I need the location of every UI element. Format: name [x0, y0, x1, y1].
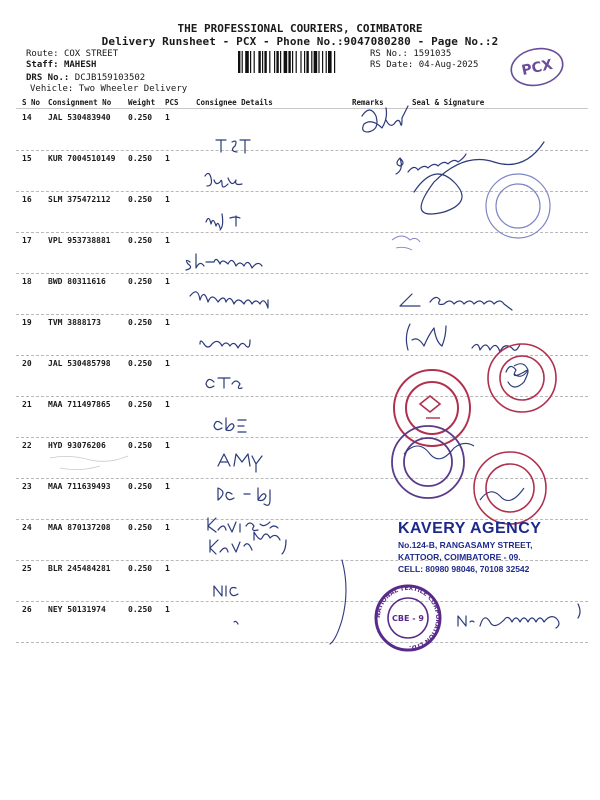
row-consignment: BLR 245484281 [48, 564, 111, 573]
col-pcs: PCS [165, 98, 179, 107]
handwriting-consignee-24a [208, 518, 278, 532]
row-pcs: 1 [165, 441, 170, 450]
row-weight: 0.250 [128, 154, 153, 163]
row-pcs: 1 [165, 154, 170, 163]
rs-no-value: 1591035 [413, 49, 452, 59]
row-consignment: TVM 3888173 [48, 318, 101, 327]
row-pcs: 1 [165, 523, 170, 532]
staff-label: Staff: [26, 60, 59, 70]
row-weight: 0.250 [128, 113, 153, 122]
row-weight: 0.250 [128, 195, 153, 204]
row-pcs: 1 [165, 605, 170, 614]
red-round-stamp-syndicate [474, 452, 546, 524]
handwriting-consignee-14 [216, 140, 250, 153]
signature-15 [396, 154, 466, 174]
row-weight: 0.250 [128, 523, 153, 532]
handwriting-consignee-20 [206, 378, 242, 389]
row-weight: 0.250 [128, 359, 153, 368]
row-weight: 0.250 [128, 482, 153, 491]
col-sno: S No [22, 98, 41, 107]
signature-14 [362, 106, 408, 132]
row-consignment: MAA 711639493 [48, 482, 111, 491]
faded-stamp-scribble [392, 236, 420, 250]
handwriting-consignee-17 [186, 254, 262, 270]
handwriting-consignee-18 [190, 292, 268, 308]
row-consignment: SLM 375472112 [48, 195, 111, 204]
row-pcs: 1 [165, 195, 170, 204]
row-weight: 0.250 [128, 564, 153, 573]
row-sno: 21 [22, 400, 32, 409]
row-pcs: 1 [165, 113, 170, 122]
row-pcs: 1 [165, 277, 170, 286]
row-sno: 15 [22, 154, 32, 163]
route-label: Route: [26, 49, 59, 59]
signature-19 [406, 324, 446, 350]
ntc-stamp-ring-text: NATIONAL TEXTILE CORPORATION LTD. [374, 584, 442, 651]
company-title: THE PROFESSIONAL COURIERS, COIMBATORE [177, 22, 423, 35]
row-sno: 16 [22, 195, 32, 204]
pen-stroke-24 [330, 560, 346, 644]
row-sno: 23 [22, 482, 32, 491]
ntc-stamp-center: CBE - 9 [392, 614, 424, 623]
rs-date-label: RS Date: [370, 60, 414, 70]
kavery-address-1: No.124-B, RANGASAMY STREET, [398, 540, 533, 550]
row-consignment: MAA 870137208 [48, 523, 111, 532]
row-consignment: BWD 80311616 [48, 277, 106, 286]
kavery-address-2: KATTOOR, COIMBATORE - 09. [398, 552, 521, 562]
row-weight: 0.250 [128, 441, 153, 450]
row-sno: 20 [22, 359, 32, 368]
row-weight: 0.250 [128, 318, 153, 327]
signature-16 [414, 142, 544, 214]
drs-value: DCJB159103502 [74, 73, 146, 83]
row-consignment: VPL 953738881 [48, 236, 111, 245]
purple-round-stamp [392, 426, 464, 498]
kavery-agency-stamp [398, 520, 568, 574]
staff-value: MAHESH [63, 60, 97, 70]
handwriting-consignee-19 [200, 340, 250, 348]
faded-mark-22 [50, 456, 128, 470]
col-remarks: Remarks [352, 98, 384, 107]
row-pcs: 1 [165, 400, 170, 409]
row-sno: 24 [22, 523, 32, 532]
row-consignment: KUR 7004510149 [48, 154, 116, 163]
col-weight: Weight [128, 98, 156, 107]
kavery-cell: CELL: 80980 98046, 70108 32542 [398, 564, 530, 574]
row-pcs: 1 [165, 482, 170, 491]
row-sno: 18 [22, 277, 32, 286]
pcx-stamp-text: PCX [520, 56, 555, 80]
vehicle-label: Vehicle: [30, 84, 74, 94]
handwriting-consignee-26 [234, 621, 238, 624]
handwriting-consignee-25 [214, 586, 238, 596]
faded-round-stamp [486, 174, 550, 238]
row-sno: 22 [22, 441, 32, 450]
vehicle-value: Two Wheeler Delivery [78, 84, 188, 94]
row-weight: 0.250 [128, 277, 153, 286]
row-weight: 0.250 [128, 400, 153, 409]
rs-date-value: 04-Aug-2025 [418, 60, 479, 70]
row-sno: 25 [22, 564, 32, 573]
row-weight: 0.250 [128, 605, 153, 614]
runsheet-subtitle: Delivery Runsheet - PCX - Phone No.:9047080280 - Page No.:2 [101, 35, 499, 48]
signature-18 [400, 294, 512, 310]
handwriting-consignee-22 [218, 454, 262, 472]
row-sno: 17 [22, 236, 32, 245]
handwriting-consignee-24b [210, 532, 286, 554]
signature-26 [458, 604, 580, 628]
row-weight: 0.250 [128, 236, 153, 245]
row-consignment: NEY 50131974 [48, 605, 106, 614]
handwriting-consignee-15 [205, 173, 242, 187]
red-round-stamp-tube-co [488, 344, 556, 412]
col-consignment: Consignment No [48, 98, 112, 107]
route-value: COX STREET [63, 49, 119, 59]
kavery-name: KAVERY AGENCY [398, 520, 542, 537]
row-pcs: 1 [165, 318, 170, 327]
row-consignment: HYD 93076206 [48, 441, 106, 450]
row-sno: 14 [22, 113, 32, 122]
row-consignment: JAL 530483940 [48, 113, 111, 122]
col-consignee: Consignee Details [196, 98, 273, 107]
row-pcs: 1 [165, 236, 170, 245]
handwriting-consignee-23 [218, 488, 270, 505]
drs-label: DRS No.: [26, 73, 70, 83]
handwriting-consignee-21 [214, 418, 246, 432]
col-seal: Seal & Signature [412, 98, 485, 107]
rs-no-label: RS No.: [370, 49, 408, 59]
row-sno: 26 [22, 605, 32, 614]
row-pcs: 1 [165, 359, 170, 368]
row-consignment: JAL 530485798 [48, 359, 111, 368]
row-consignment: MAA 711497865 [48, 400, 111, 409]
row-sno: 19 [22, 318, 32, 327]
handwriting-consignee-16 [206, 214, 240, 230]
row-pcs: 1 [165, 564, 170, 573]
